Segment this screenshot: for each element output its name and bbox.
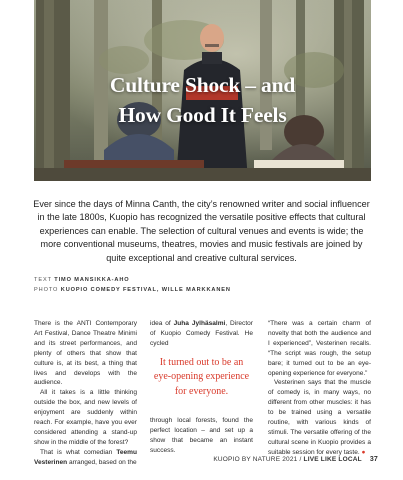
publication-name: KUOPIO BY NATURE 2021	[213, 456, 298, 463]
section-name: LIVE LIKE LOCAL	[303, 456, 362, 463]
end-mark-icon: ●	[361, 448, 366, 456]
photo-credit	[34, 287, 231, 293]
paragraph: There is the ANTI Contemporary Art Festival, Dance Theatre Minimi and its street performances, and plenty of others that show that culture is, at its best, a thing that lives and develops with the audience.	[34, 320, 137, 387]
article-title-line-1: Culture Shock – and	[109, 73, 296, 97]
person-name: Teemu Vesterinen	[34, 448, 137, 466]
page-footer	[213, 456, 378, 463]
body-column-2	[150, 319, 253, 349]
paragraph: That is what comedian Teemu Vesterinen arranged, based on the	[34, 448, 137, 466]
pull-quote: It turned out to be an eye-opening experience for everyone.	[153, 357, 250, 397]
hero-photo	[34, 0, 371, 181]
body-column-2-continued: through local forests, found the perfect location – and set up a show that became an instant success.	[150, 417, 253, 454]
body-column-1	[34, 319, 137, 468]
photo-credit-name: KUOPIO COMEDY FESTIVAL, WILLE MARKKANEN	[60, 287, 231, 293]
paragraph: All it takes is a little thinking outside the box, and new levels of enjoyment are suddenly within reach. For example, have you ever considered attending a stand-up show in the middle of the forest?	[34, 389, 137, 446]
page-number: 37	[369, 456, 378, 463]
text-credit	[34, 277, 130, 283]
paragraph: idea of Juha Jylhäsalmi, Director of Kuopio Comedy Festival. He cycled	[150, 320, 253, 347]
article-title-line-2: How Good It Feels	[118, 103, 287, 127]
text-credit-label: TEXT	[34, 277, 52, 283]
paragraph: “There was a certain charm of novelty that both the audience and I experienced”, Vesterinen recalls. “The script was rough, the setup bare; it turned out to be an eye-opening experience for everyone.”	[268, 320, 371, 377]
person-name: Juha Jylhäsalmi	[173, 320, 226, 327]
body-column-3	[268, 319, 371, 458]
footer-separator: /	[299, 456, 302, 463]
paragraph: Vesterinen says that the muscle of comedy is, in many ways, no different from other muscles: it has to be trained using a versatile routine, with various kinds of stimuli. The versatile offering of the cultural scene in Kuopio provides a suitable session for every taste. ●	[268, 379, 371, 456]
article-intro: Ever since the days of Minna Canth, the city’s renowned writer and social influencer in the late 1800s, Kuopio has recognized the versatile positive effects that cultural experiences can enable. The selection of cultural venues and events is wide; the more conventional museums, theatres, movies and music festivals are joined by quite exceptional and creative cultural services.	[33, 199, 370, 263]
text-credit-name: TIMO MANSIKKA-AHO	[54, 277, 130, 283]
photo-credit-label: PHOTO	[34, 287, 59, 293]
